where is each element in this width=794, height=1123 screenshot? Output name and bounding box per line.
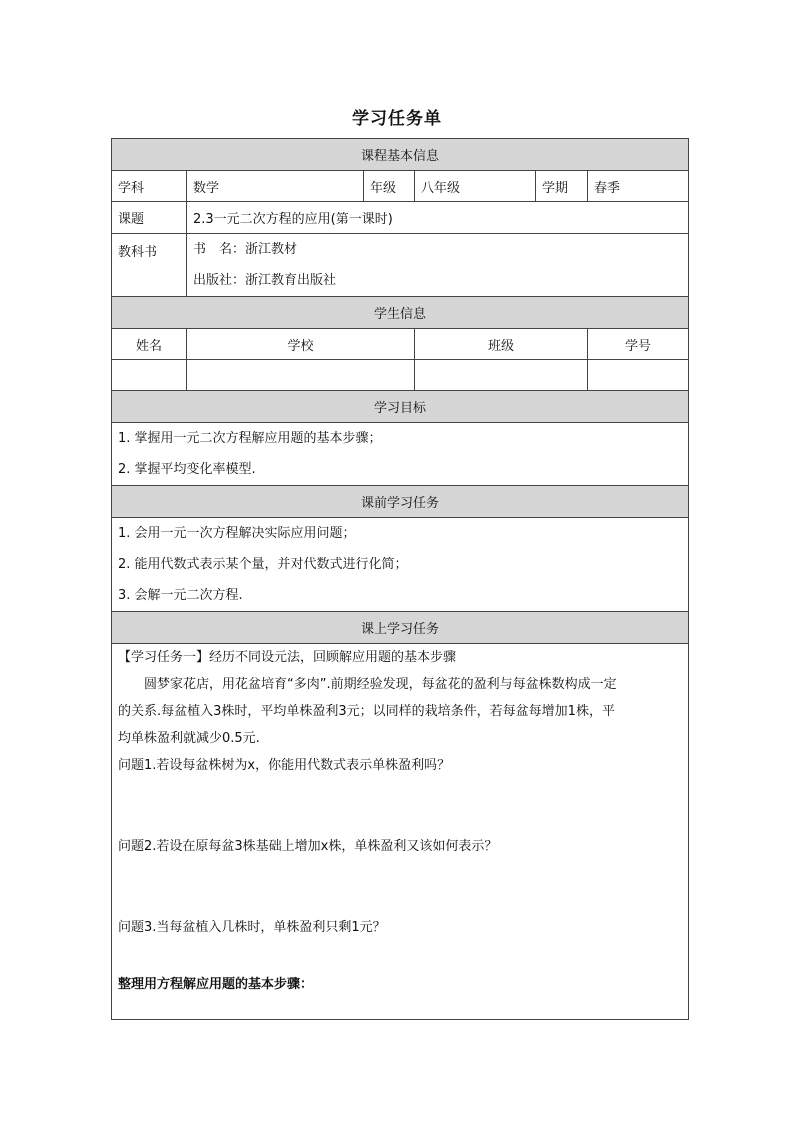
class-tasks-content: [112, 644, 689, 1020]
scenario-line-3: 均单株盈利就减少0.5元.: [118, 731, 260, 746]
school-input-cell[interactable]: [187, 360, 415, 391]
publisher: 出版社：浙江教育出版社: [193, 273, 337, 288]
class-tasks-header: 课上学习任务: [112, 612, 689, 644]
pre-task-item: 3. 会解一元二次方程.: [118, 588, 243, 603]
grade-value: 八年级: [415, 171, 536, 202]
scenario-line-1: 圆梦家花店，用花盆培育“多肉”.前期经验发现，每盆花的盈利与每盆株数构成一定: [144, 677, 617, 692]
class-input-cell[interactable]: [415, 360, 588, 391]
textbook-name: 书 名：浙江教材: [193, 242, 298, 257]
class-column-header: 班级: [415, 329, 588, 360]
term-value: 春季: [588, 171, 689, 202]
term-label: 学期: [536, 171, 588, 202]
objective-item: 2. 掌握平均变化率模型.: [118, 462, 256, 477]
summary-steps-prompt: 整理用方程解应用题的基本步骤：: [118, 977, 314, 992]
name-input-cell[interactable]: [112, 360, 187, 391]
student-info-header: 学生信息: [112, 297, 689, 329]
objectives-header: 学习目标: [112, 391, 689, 423]
objectives-list: [112, 423, 689, 486]
task1-title: 【学习任务一】经历不同设元法，回顾解应用题的基本步骤: [118, 650, 457, 665]
answer-space-3[interactable]: [112, 941, 688, 971]
question-3: 问题3.当每盆植入几株时，单株盈利只剩1元？: [118, 920, 386, 935]
pre-tasks-header: 课前学习任务: [112, 486, 689, 518]
pre-task-item: 1. 会用一元一次方程解决实际应用问题；: [118, 526, 356, 541]
subject-value: 数学: [187, 171, 364, 202]
subject-label: 学科: [112, 171, 187, 202]
answer-space-1[interactable]: [112, 779, 688, 833]
pre-task-item: 2. 能用代数式表示某个量，并对代数式进行化简；: [118, 557, 408, 572]
task-sheet-table: [111, 138, 689, 1020]
grade-label: 年级: [364, 171, 415, 202]
question-2: 问题2.若设在原每盆3株基础上增加x株，单株盈利又该如何表示？: [118, 839, 498, 854]
objective-item: 1. 掌握用一元二次方程解应用题的基本步骤；: [118, 431, 382, 446]
school-column-header: 学校: [187, 329, 415, 360]
answer-space-2[interactable]: [112, 860, 688, 914]
page-title: 学习任务单: [352, 109, 442, 129]
scenario-line-2: 的关系.每盆植入3株时，平均单株盈利3元；以同样的栽培条件，若每盆每增加1株，平: [118, 704, 615, 719]
student-id-input-cell[interactable]: [588, 360, 689, 391]
textbook-info: [187, 234, 689, 297]
pre-tasks-list: [112, 518, 689, 612]
topic-label: 课题: [112, 202, 187, 234]
student-id-column-header: 学号: [588, 329, 689, 360]
topic-value: 2.3一元二次方程的应用(第一课时): [187, 202, 689, 234]
name-column-header: 姓名: [112, 329, 187, 360]
course-info-header: 课程基本信息: [112, 139, 689, 171]
question-1: 问题1.若设每盆株树为x，你能用代数式表示单株盈利吗？: [118, 758, 451, 773]
textbook-label: 教科书: [112, 234, 187, 297]
